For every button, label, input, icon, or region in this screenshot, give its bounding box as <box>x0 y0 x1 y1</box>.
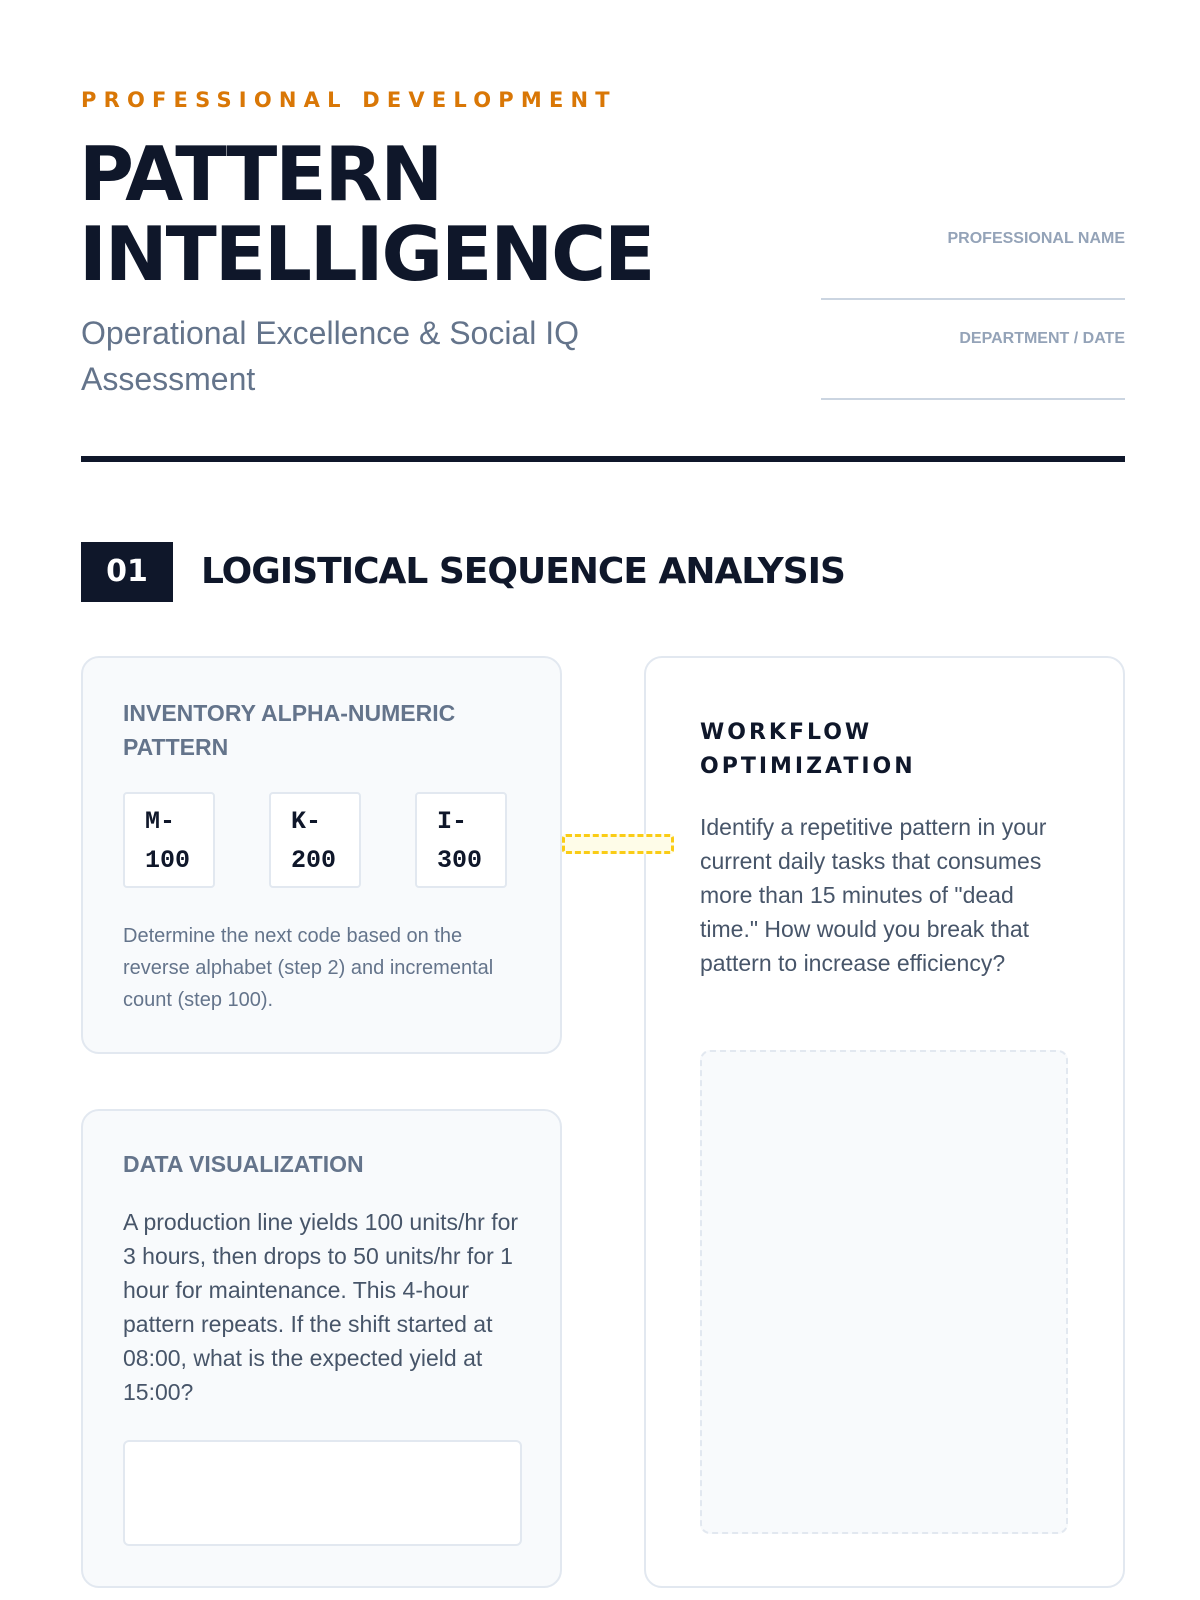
code-letter: I- <box>437 807 468 836</box>
code-letter: M- <box>145 807 176 836</box>
code-number: 100 <box>145 846 191 875</box>
data-visualization-card <box>81 1109 562 1588</box>
code-number: 300 <box>437 846 483 875</box>
professional-name-label: PROFESSIONAL NAME <box>947 230 1125 247</box>
code-number: 200 <box>291 846 337 875</box>
page-subtitle: Operational Excellence & Social IQ Assessment <box>81 315 580 397</box>
dashed-connector <box>562 834 674 854</box>
professional-name-field[interactable] <box>821 230 1125 300</box>
workflow-optimization-card <box>644 656 1125 1588</box>
code-tile <box>269 792 361 888</box>
code-letter: K- <box>291 807 322 836</box>
department-date-label: DEPARTMENT / DATE <box>959 330 1125 347</box>
workflow-optimization-prompt: Identify a repetitive pattern in your current daily tasks that consumes more than 15 minutes of "dead time." How would you break that pattern to increase efficiency? <box>700 814 1047 976</box>
inventory-pattern-note: Determine the next code based on the reverse alphabet (step 2) and incremental count (step 100). <box>123 925 494 1011</box>
data-visualization-heading: DATA VISUALIZATION <box>123 1151 364 1177</box>
page-title <box>79 130 654 298</box>
title-line-1: PATTERN <box>79 130 442 218</box>
workflow-notes-area[interactable] <box>700 1050 1068 1534</box>
code-tile <box>415 792 507 888</box>
header-divider <box>81 456 1125 462</box>
department-date-field[interactable] <box>821 330 1125 400</box>
title-line-2: INTELLIGENCE <box>79 210 654 298</box>
section-number-badge: 01 <box>81 542 173 602</box>
code-tile <box>123 792 215 888</box>
section-title: LOGISTICAL SEQUENCE ANALYSIS <box>201 551 845 592</box>
inventory-pattern-card <box>81 656 562 1054</box>
eyebrow-label: PROFESSIONAL DEVELOPMENT <box>81 88 617 112</box>
data-visualization-question: A production line yields 100 units/hr for 3 hours, then drops to 50 units/hr for 1 hour for maintenance. This 4-hour pattern repeats. If the shift started at 08:00, what is the expected yield at 15:00? <box>123 1209 519 1405</box>
yield-answer-box[interactable] <box>123 1440 522 1546</box>
workflow-optimization-heading: WORKFLOW OPTIMIZATION <box>700 720 916 779</box>
inventory-pattern-heading: INVENTORY ALPHA-NUMERIC PATTERN <box>123 700 456 760</box>
